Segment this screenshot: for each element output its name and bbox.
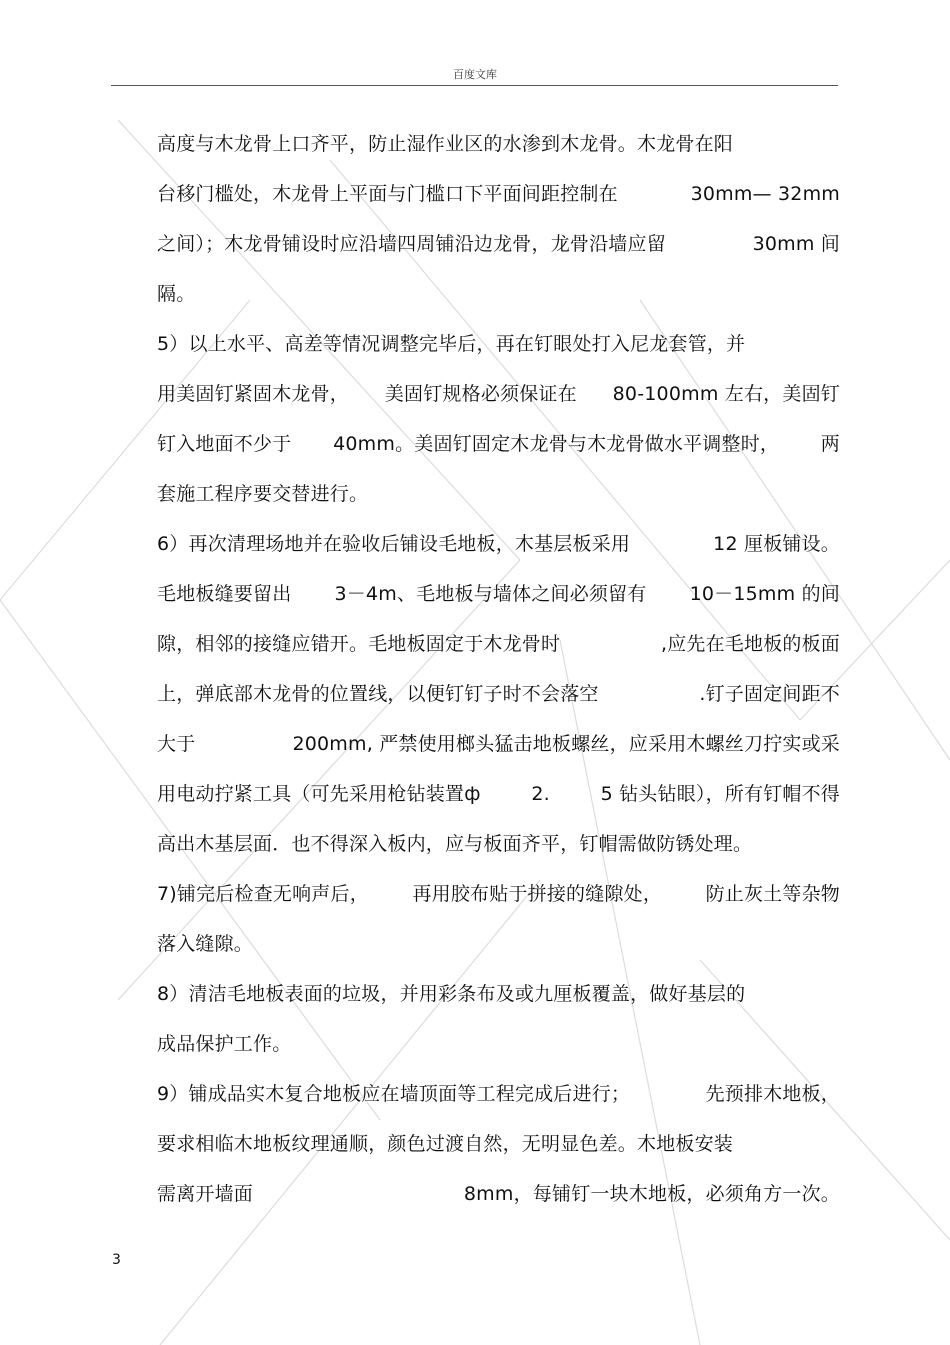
text-segment: 7)铺完后检查无响声后， bbox=[157, 883, 369, 905]
text-segment: 上，弹底部木龙骨的位置线，以便钉钉子时不会落空 bbox=[157, 683, 599, 705]
text-line: 要求相临木地板纹理通顺，颜色过渡自然，无明显色差。木地板安装 bbox=[157, 1133, 734, 1155]
text-line bbox=[157, 682, 840, 706]
text-line bbox=[157, 232, 840, 256]
header-divider bbox=[111, 85, 838, 86]
text-line bbox=[157, 632, 840, 656]
header-title: 百度文库 bbox=[453, 68, 497, 81]
text-line: 套施工程序要交替进行。 bbox=[157, 483, 369, 505]
text-segment: 钉入地面不少于 bbox=[157, 433, 292, 455]
text-segment: 10－15mm 的间 bbox=[689, 583, 840, 605]
text-segment: 毛地板缝要留出 bbox=[157, 583, 292, 605]
text-segment: 30mm— 32mm bbox=[690, 183, 840, 205]
text-segment: 5 钻头钻眼），所有钉帽不得 bbox=[600, 783, 840, 805]
text-segment: 80-100mm 左右，美固钉 bbox=[612, 383, 840, 405]
text-line: 8）清洁毛地板表面的垃圾，并用彩条布及或九厘板覆盖，做好基层的 bbox=[157, 983, 746, 1005]
text-line: 高度与木龙骨上口齐平，防止湿作业区的水渗到木龙骨。木龙骨在阳 bbox=[157, 133, 734, 155]
text-segment: 再用胶布贴于拼接的缝隙处， bbox=[412, 883, 663, 905]
text-segment: 6）再次清理场地并在验收后铺设毛地板，木基层板采用 bbox=[157, 533, 631, 555]
text-segment: 之间）；木龙骨铺设时应沿墙四周铺沿边龙骨，龙骨沿墙应留 bbox=[157, 233, 666, 255]
text-segment: 40mm。美固钉固定木龙骨与木龙骨做水平调整时， bbox=[333, 433, 780, 455]
text-line bbox=[157, 1082, 840, 1106]
text-segment: 3－4m、毛地板与墙体之间必须留有 bbox=[334, 583, 647, 605]
text-line bbox=[157, 182, 840, 206]
text-segment: 9）铺成品实木复合地板应在墙顶面等工程完成后进行； bbox=[157, 1083, 631, 1105]
text-segment: 防止灰土等杂物 bbox=[705, 883, 840, 905]
text-line: 高出木基层面．也不得深入板内，应与板面齐平，钉帽需做防锈处理。 bbox=[157, 833, 753, 855]
text-segment: 美固钉规格必须保证在 bbox=[384, 383, 577, 405]
text-line bbox=[157, 1182, 840, 1206]
text-segment: 两 bbox=[820, 433, 840, 455]
text-segment: 200mm, 严禁使用榔头猛击地板螺丝，应采用木螺丝刀拧实或采 bbox=[292, 733, 840, 755]
text-line bbox=[157, 782, 840, 806]
page-number: 3 bbox=[112, 1252, 121, 1268]
text-segment: 台移门槛处，木龙骨上平面与门槛口下平面间距控制在 bbox=[157, 183, 618, 205]
text-segment: 需离开墙面 bbox=[157, 1183, 254, 1205]
text-line bbox=[157, 882, 840, 906]
text-segment: 30mm 间 bbox=[752, 233, 840, 255]
text-line: 隔。 bbox=[157, 283, 196, 305]
text-line: 5）以上水平、高差等情况调整完毕后，再在钉眼处打入尼龙套管，并 bbox=[157, 333, 746, 355]
text-segment: ,应先在毛地板的板面 bbox=[660, 633, 840, 655]
text-line bbox=[157, 432, 840, 456]
text-segment: 大于 bbox=[157, 733, 196, 755]
text-line: 成品保护工作。 bbox=[157, 1033, 292, 1055]
text-segment: 2. bbox=[531, 783, 550, 805]
text-line bbox=[157, 382, 840, 406]
text-line bbox=[157, 532, 840, 556]
text-line bbox=[157, 582, 840, 606]
text-segment: 8mm，每铺钉一块木地板，必须角方一次。 bbox=[463, 1183, 840, 1205]
text-line: 落入缝隙。 bbox=[157, 933, 254, 955]
text-segment: .钉子固定间距不 bbox=[699, 683, 840, 705]
text-segment: 先预排木地板， bbox=[705, 1083, 840, 1105]
text-segment: 用电动拧紧工具（可先采用枪钻装置ф bbox=[157, 783, 481, 805]
text-segment: 隙，相邻的接缝应错开。毛地板固定于木龙骨时 bbox=[157, 633, 561, 655]
text-segment: 12 厘板铺设。 bbox=[713, 533, 840, 555]
text-line bbox=[157, 732, 840, 756]
text-segment: 用美固钉紧固木龙骨， bbox=[157, 383, 350, 405]
